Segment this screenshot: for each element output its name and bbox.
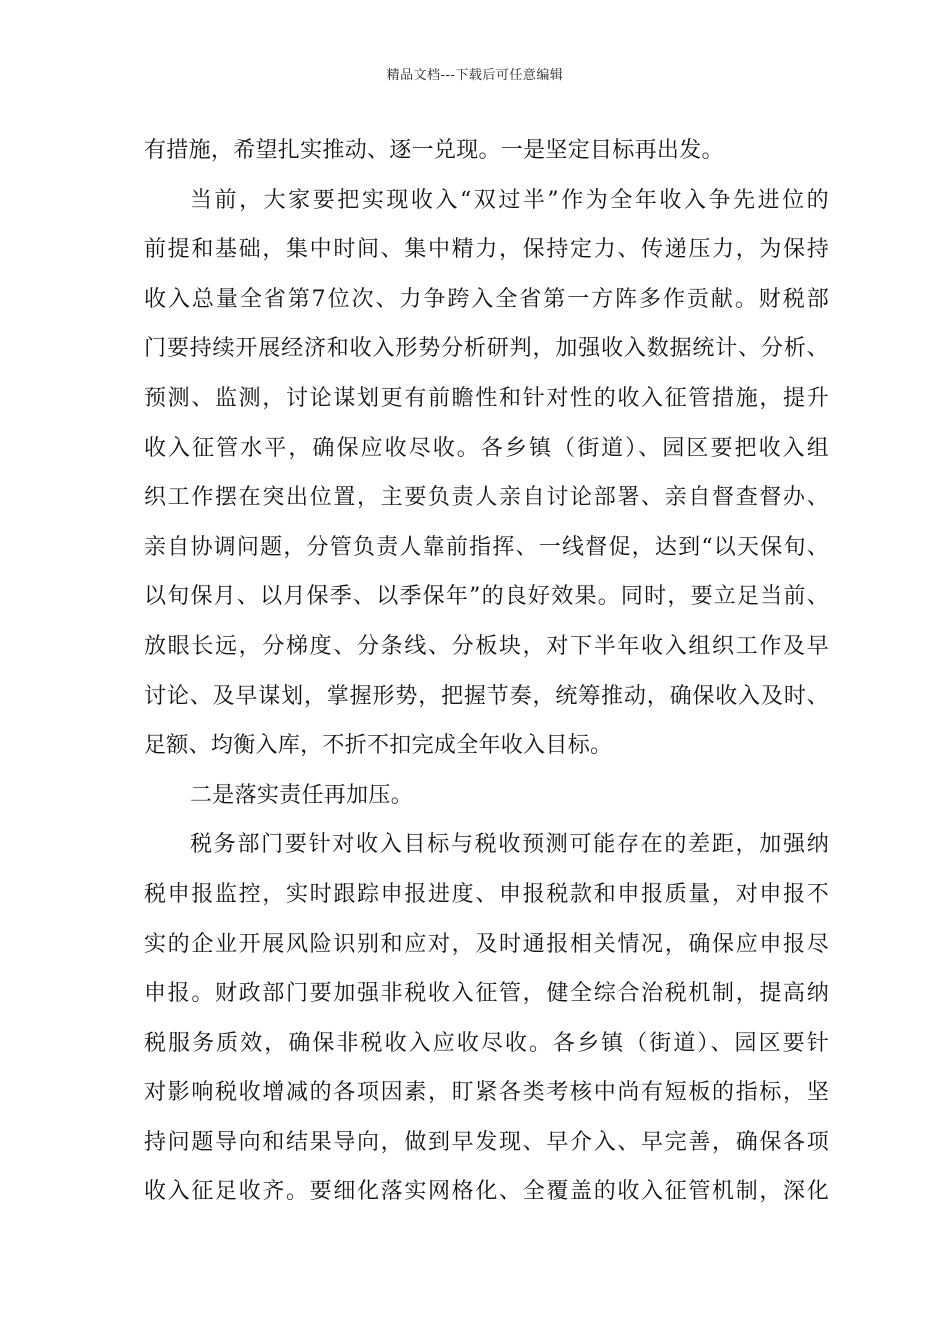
text-line: 讨论、及早谋划，掌握形势，把握节奏，统筹推动，确保收入及时、 (144, 683, 829, 709)
page-header: 精品文档---下载后可任意编辑 (386, 68, 564, 83)
document-body (144, 126, 829, 1217)
text-line: 前提和基础，集中时间、集中精力，保持定力、传递压力，为保持 (144, 237, 829, 263)
text-line: 以旬保月、以月保季、以季保年”的良好效果。同时，要立足当前、 (144, 584, 829, 610)
text-line: 亲自协调问题，分管负责人靠前指挥、一线督促，达到“以天保旬、 (144, 534, 829, 560)
text-line: 放眼长远，分梯度、分条线、分板块，对下半年收入组织工作及早 (144, 633, 829, 659)
text-line: 足额、均衡入库，不折不扣完成全年收入目标。 (144, 733, 613, 759)
text-line: 二是落实责任再加压。 (190, 782, 414, 808)
text-line: 预测、监测，讨论谋划更有前瞻性和针对性的收入征管措施，提升 (144, 385, 829, 411)
text-line: 收入征管水平，确保应收尽收。各乡镇（街道）、园区要把收入组 (144, 435, 829, 461)
text-line: 税服务质效，确保非税收入应收尽收。各乡镇（街道）、园区要针 (144, 1030, 829, 1056)
text-line: 实的企业开展风险识别和应对，及时通报相关情况，确保应申报尽 (144, 931, 829, 957)
text-line: 门要持续开展经济和收入形势分析研判，加强收入数据统计、分析、 (144, 336, 829, 362)
text-line: 织工作摆在突出位置，主要负责人亲自讨论部署、亲自督查督办、 (144, 485, 829, 511)
text-line: 对影响税收增减的各项因素，盯紧各类考核中尚有短板的指标，坚 (144, 1080, 829, 1106)
text-line: 当前，大家要把实现收入“双过半”作为全年收入争先进位的 (190, 187, 829, 213)
text-line: 申报。财政部门要加强非税收入征管，健全综合治税机制，提高纳 (144, 981, 829, 1007)
text-line: 收入总量全省第7位次、力争跨入全省第一方阵多作贡献。财税部 (144, 286, 829, 312)
text-line: 有措施，希望扎实推动、逐一兑现。一是坚定目标再出发。 (144, 138, 724, 163)
text-line: 收入征足收齐。要细化落实网格化、全覆盖的收入征管机制，深化 (144, 1179, 829, 1205)
text-line: 税务部门要针对收入目标与税收预测可能存在的差距，加强纳 (190, 832, 829, 858)
text-line: 税申报监控，实时跟踪申报进度、申报税款和申报质量，对申报不 (144, 881, 829, 907)
text-line: 持问题导向和结果导向，做到早发现、早介入、早完善，确保各项 (144, 1129, 829, 1155)
